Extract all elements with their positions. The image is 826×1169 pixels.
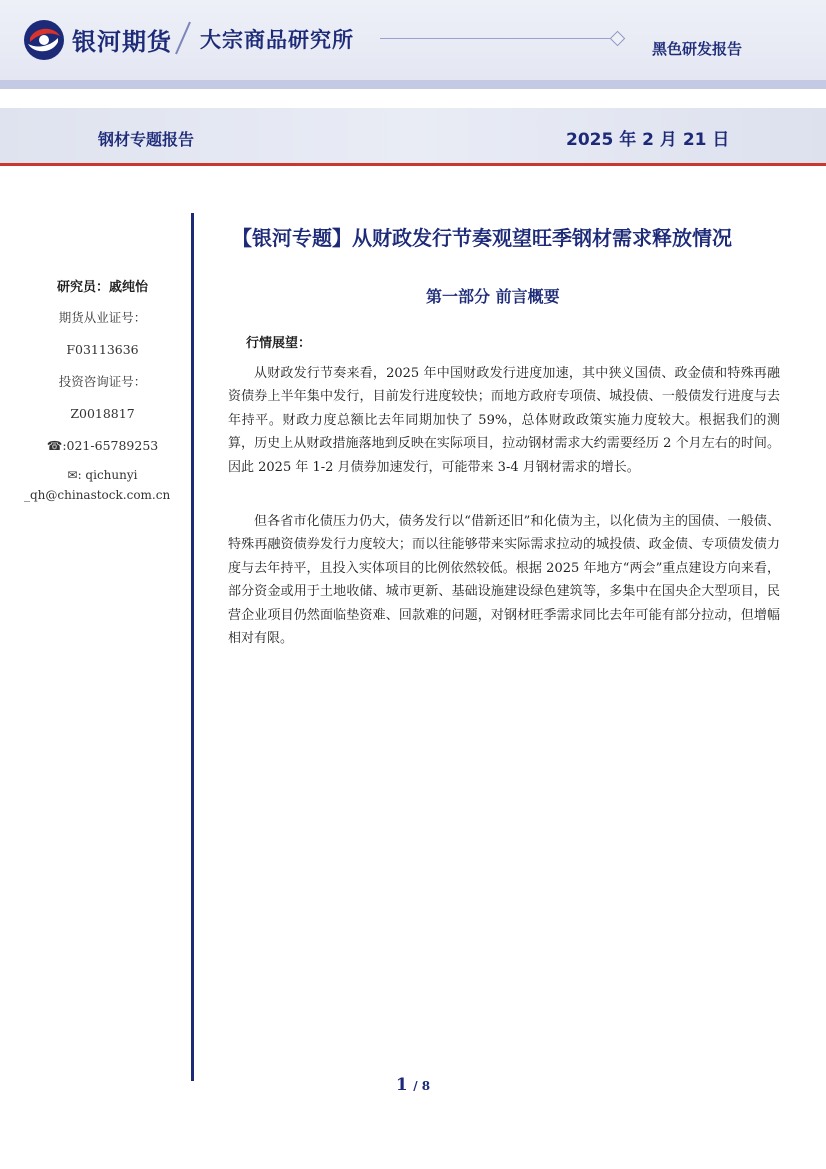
outlook-label: 行情展望： [246,336,312,351]
sub-banner-rule [0,163,826,166]
consult-license-number: Z0018817 [70,406,135,421]
section-title: 第一部分 前言概要 [426,287,560,306]
report-type: 黑色研发报告 [652,40,743,58]
report-title: 【银河专题】从财政发行节奏观望旺季钢材需求释放情况 [232,226,732,250]
analyst-phone: ☎:021-65789253 [46,438,159,453]
futures-license-label: 期货从业证号： [58,310,147,325]
analyst-sidebar [20,272,185,505]
galaxy-logo-icon [22,18,66,62]
divider-slash [172,20,194,56]
body-paragraph-1: 从财政发行节奏来看，2025 年中国财政发行进度加速，其中狭义国债、政金债和特殊再融资债券上半年集中发行，目前发行进度较快；而地方政府专项债、城投债、一般债发行进度与去年持平。财政力度总额比去年同期加快了 59%，总体财政政策实施力度较大。根据我们的测算，历史上从财政措施落地到反映在实际项目，拉动钢材需求大约需要经历 2 个月左右的时间。因此 2025 年 1-2 月债券加速发行，可能带来 3-4 月钢材需求的增长。 [228,366,780,475]
page-current: 1 [395,1075,408,1095]
analyst-email[interactable] [20,465,185,505]
report-date: 2025 年 2 月 21 日 [566,130,730,150]
sidebar-divider [191,213,194,1081]
header-stripe-gap [0,89,826,94]
futures-license-number: F03113636 [66,342,139,357]
header-stripe [0,80,826,89]
email-line-1: ✉: qichunyi [67,468,138,482]
header-decor-line [380,38,615,39]
page-number [0,1075,826,1095]
report-category: 钢材专题报告 [98,130,195,149]
body-paragraph-2: 但各省市化债压力仍大，债务发行以“借新还旧”和化债为主，以化债为主的国债、一般债、特殊再融资债券发行力度较大；而以往能够带来实际需求拉动的城投债、政金债、专项债发债力度与去年持平，且投入实体项目的比例依然较低。根据 2025 年地方“两会”重点建设方向来看，部分资金或用于土地收储、城市更新、基础设施建设绿色建筑等，多集中在国央企大型项目，民营企业项目仍然面临垫资难、回款难的问题，对钢材旺季需求同比去年可能有部分拉动，但增幅相对有限。 [228,514,780,647]
brand-name: 银河期货 [72,28,172,56]
page-total: / 8 [413,1079,431,1093]
analyst-name: 研究员：戚纯怡 [56,280,148,295]
email-line-2: _qh@chinastock.com.cn [24,488,171,502]
institute-name: 大宗商品研究所 [200,28,354,52]
consult-license-label: 投资咨询证号： [58,374,147,389]
